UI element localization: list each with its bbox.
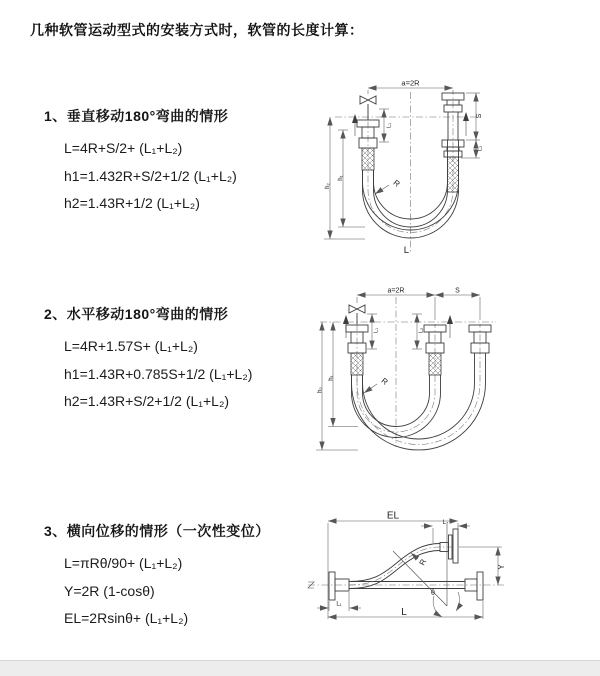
dim-label-l2: L₂ (418, 327, 425, 334)
braid-right (448, 157, 459, 192)
dim-label-s: S (476, 113, 483, 119)
dim-stroke-s (435, 288, 480, 321)
formula: h1=1.43R+0.785S+1/2 (L₁+L₂) (64, 365, 253, 382)
hose-position-2 (352, 353, 486, 450)
dim-span (368, 79, 453, 95)
dim-label-l: L (401, 607, 407, 618)
dim-label-theta: θ (431, 590, 435, 597)
section-3 (44, 521, 270, 633)
braid-left (351, 353, 363, 375)
hose-displaced-position (349, 529, 458, 589)
dim-l1 (317, 592, 361, 611)
formula: EL=2Rsinθ+ (L₁+L₂) (64, 610, 189, 626)
radius-callout (375, 178, 402, 194)
dim-label-l1: L₁ (336, 601, 342, 608)
dim-label-span: a=2R (401, 78, 420, 88)
dim-label-l2: L₂ (442, 520, 449, 526)
braid-middle (429, 353, 441, 375)
dim-h2 (324, 117, 365, 239)
section-3-formulas (44, 550, 270, 633)
valve-icon (349, 305, 365, 324)
dim-l1 (367, 314, 380, 349)
dim-label-r: R (417, 557, 429, 567)
dim-l (328, 601, 483, 619)
dim-label-h2: h₂ (317, 387, 324, 393)
dim-h1 (338, 130, 365, 227)
dim-label-h2: h₂ (325, 183, 331, 189)
dim-l1 (379, 109, 393, 142)
section-3-heading: 3、横向位移的情形（一次性变位） (44, 523, 270, 539)
dim-label-s: S (455, 287, 460, 295)
page-title: 几种软管运动型式的安装方式时，软管的长度计算： (30, 22, 364, 38)
dim-label-y: Y (497, 564, 506, 570)
section-1-heading: 1、垂直移动180°弯曲的情形 (44, 108, 229, 124)
dim-label-l2: L₂ (477, 145, 484, 152)
dim-el (328, 511, 458, 620)
left-flange (329, 572, 349, 600)
valve-icon (360, 96, 376, 120)
dim-label-r: R (379, 376, 390, 387)
dim-label-span: a=2R (387, 287, 405, 295)
motion-arrow-middle (447, 315, 453, 338)
section-2-formulas (44, 333, 252, 416)
formula: Y=2R (1-cosθ) (64, 582, 155, 599)
dim-label-r: R (391, 178, 402, 189)
motion-arrow-right (463, 112, 469, 136)
diagram-lateral-displacement (300, 505, 600, 660)
formula: L=πRθ/90+ (L₁+L₂) (64, 555, 183, 571)
dim-label-h1: h₁ (328, 375, 335, 381)
dim-label-h1: h₁ (338, 175, 344, 181)
dim-label-l1: L₁ (373, 328, 380, 333)
dim-l2 (412, 314, 425, 349)
section-1 (44, 106, 237, 218)
diagram-horizontal-180-bend (308, 283, 593, 463)
dim-l2 (421, 520, 470, 543)
diagram-vertical-180-bend (310, 78, 590, 258)
page-bottom-edge (0, 660, 600, 676)
dim-label-l: L (403, 245, 409, 256)
formula: L=4R+1.57S+ (L₁+L₂) (64, 338, 198, 354)
dim-label-l1: L₁ (386, 123, 393, 128)
dim-label-el: EL (386, 510, 400, 522)
angle-construction (393, 525, 460, 617)
section-1-formulas (44, 135, 237, 218)
formula: h2=1.43R+S/2+1/2 (L₁+L₂) (64, 393, 230, 409)
section-2-heading: 2、水平移动180°弯曲的情形 (44, 306, 229, 322)
formula: L=4R+S/2+ (L₁+L₂) (64, 140, 183, 156)
braid-left (362, 148, 374, 170)
section-2 (44, 304, 252, 416)
formula: h1=1.432R+S/2+1/2 (L₁+L₂) (64, 167, 237, 184)
formula: h2=1.43R+1/2 (L₁+L₂) (64, 195, 200, 211)
dim-l2 (476, 140, 484, 158)
radius-callout (364, 376, 390, 393)
